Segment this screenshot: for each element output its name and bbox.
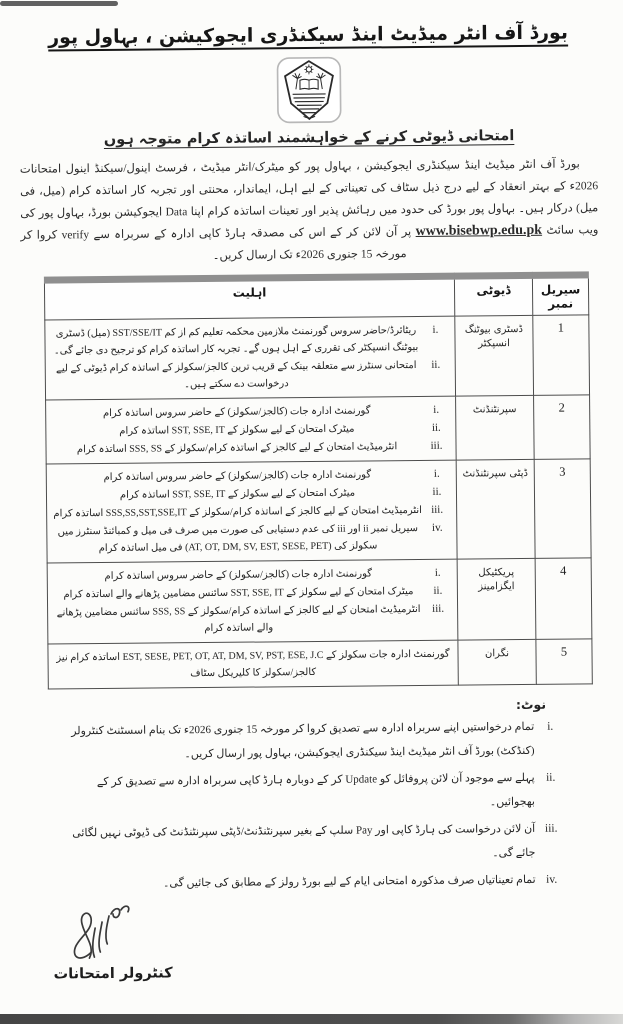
note-number: i. xyxy=(547,720,554,733)
eligibility-text: گورنمنٹ ادارہ جات (کالجز/سکولز) کے حاضر سروس اساتذہ کرام xyxy=(103,469,372,483)
note-item xyxy=(63,868,568,897)
eligibility-text: میٹرک امتحان کے لیے سکولز کے SST, SSE, IT اساتذہ کرام xyxy=(119,423,355,437)
eligibility-cell xyxy=(48,640,458,689)
col-header-serial: سیریل نمبر xyxy=(532,275,588,316)
eligibility-cell xyxy=(47,559,458,644)
serial-number-cell: 4 xyxy=(535,558,592,640)
item-number: ii. xyxy=(431,421,441,434)
serial-number-cell: 3 xyxy=(534,459,591,559)
note-item xyxy=(61,715,566,768)
item-number: i. xyxy=(433,467,440,480)
scan-edge-bar xyxy=(0,1014,623,1024)
notice-subtitle: امتحانی ڈیوٹی کرنے کے خواہشمند اساتذہ کرام متوجہ ہوں xyxy=(103,128,515,148)
table-row xyxy=(46,459,591,563)
col-header-duty: ڈیوٹی xyxy=(454,275,532,316)
duty-table-body xyxy=(45,315,593,689)
duty-name-cell: پریکٹیکل ایگزامینز xyxy=(457,558,536,640)
table-header-row xyxy=(44,275,588,320)
item-number: i. xyxy=(432,323,439,336)
note-number: iv. xyxy=(546,873,558,886)
eligibility-text: امتحانی سنٹرز سے متعلقہ بینک کے قریب ترین کالجز/سکولز کے اساتذہ کرام ڈیوٹی کے لیے درخواست دے سکتے ہیں۔ xyxy=(55,359,417,391)
duty-name-cell: ڈسٹری بیوٹنگ انسپکٹر xyxy=(455,315,534,396)
item-number: iii. xyxy=(430,439,443,452)
board-website-url: www.bisebwp.edu.pk xyxy=(415,222,543,239)
eligibility-text: گورنمنٹ ادارہ جات (کالجز/سکولز) کے حاضر سروس اساتذہ کرام xyxy=(102,405,371,420)
eligibility-text: گورنمنٹ ادارہ جات (کالجز/سکولز) کے حاضر سروس اساتذہ کرام xyxy=(104,568,373,582)
note-text: آن لائن درخواست کی ہارڈ کاپی اور Pay سلپ کے بغیر سپرنٹنڈنٹ/ڈپٹی سپرنٹنڈنٹ کی ڈیوٹی نہیں لگائی جائے گی۔ xyxy=(72,822,536,860)
note-text: پہلے سے موجود آن لائن پروفائل کو Update کر کے دوبارہ ہارڈ کاپی سربراہ ادارہ سے تصدیق کر کے بھجوائیں۔ xyxy=(96,771,536,809)
eligibility-text: میٹرک امتحان کے لیے سکولز کے SST, SSE, IT اساتذہ کرام xyxy=(119,487,356,501)
bise-bahawalpur-logo-icon xyxy=(275,56,342,125)
table-row xyxy=(45,315,590,400)
controller-signature-icon xyxy=(61,902,140,965)
duty-eligibility-table xyxy=(44,271,593,689)
eligibility-cell xyxy=(46,396,457,464)
eligibility-cell xyxy=(46,460,457,563)
item-number: ii. xyxy=(433,584,443,597)
note-text: تمام تعیناتیاں صرف مذکورہ امتحانی ایام کے لیے بورڈ رولز کے مطابق کی جائیں گی۔ xyxy=(162,873,536,890)
note-item xyxy=(62,817,567,870)
eligibility-text: انٹرمیڈیٹ امتحان کے لیے کالجز کے اساتذہ کرام/سکولز کے SSS, SS سائنس مضامین پڑھانے والے اساتذہ کرام xyxy=(56,603,421,635)
table-row xyxy=(48,639,592,689)
serial-number-cell: 5 xyxy=(536,639,592,685)
eligibility-text: انٹرمیڈیٹ امتحان کے لیے کالجز کے اساتذہ کرام/سکولز کے SSS,SS,SST,SSE,IT اساتذہ کرام xyxy=(53,504,422,520)
item-number: i. xyxy=(434,566,441,579)
eligibility-text: انٹرمیڈیٹ امتحان کے لیے کالجز کے اساتذہ کرام/سکولز کے SSS, SS اساتذہ کرام xyxy=(76,441,398,456)
eligibility-item xyxy=(53,520,452,558)
intro-text-1: بورڈ آف انٹر میڈیٹ اینڈ سیکنڈری ایجوکیشن ، بہاول پور کو میٹرک/انٹر میڈیٹ ، فرسٹ اینول/سیکنڈ اینول امتحانات 2026ء کے بہتر انعقاد کے لیے درج ذیل سٹاف کی تعیناتی کے لیے اہل، ایماندار، محنتی اور تجربہ کار اساتذہ کرام (میل، فی میل) درکار ہیں۔ بہاول پور بورڈ کی حدود میں رہائش پذیر اور تعینات اساتذہ کرام اپنا Data ایجوکیشن بورڈ، بہاول پور کی ویب سائٹ xyxy=(19,158,599,237)
board-title: بورڈ آف انٹر میڈیٹ اینڈ سیکنڈری ایجوکیشن ، بہاول پور xyxy=(48,21,569,49)
logo-container xyxy=(0,53,620,131)
item-number: iii. xyxy=(432,602,445,615)
intro-text-2: پر آن لائن کر کے اس کی مصدقہ ہارڈ کاپی ادارہ کے سربراہ سے verify کروا کر مورخہ 15 جنوری 2026ء تک ارسال کریں۔ xyxy=(20,225,416,262)
table-row xyxy=(46,395,591,464)
eligibility-text: گورنمنٹ ادارہ جات سکولز کے EST, SESE, PET, OT, AT, DM, SV, PST, ESE, J.C اساتذہ کرام نیز کالجز/سکولز کا کلیریکل سٹاف xyxy=(56,648,450,680)
signoff-block xyxy=(5,897,623,983)
note-item xyxy=(62,766,567,819)
duty-name-cell: نگران xyxy=(458,639,536,685)
item-number: i. xyxy=(433,403,440,416)
eligibility-item xyxy=(52,357,451,395)
eligibility-text: سیریل نمبر ii اور iii کی عدم دستیابی کی صورت میں صرف فی میل و کمبائنڈ سنٹرز میں سکولز کی (AT, OT, DM, SV, EST, SESE, PET) فی میل اساتذہ کرام xyxy=(57,522,419,555)
eligibility-text: ریٹائرڈ/حاضر سروس گورنمنٹ ملازمین محکمہ تعلیم کم از کم SST/SSE/IT (میل) ڈسٹری بیوٹنگ انسپکٹر کی تقرری کے اہل ہوں گے۔ تجربہ کار اساتذہ کرام کو ترجیح دی جائے گی۔ xyxy=(53,324,419,357)
controller-of-examinations-label: کنٹرولر امتحانات xyxy=(53,965,173,983)
item-number: iv. xyxy=(431,521,443,534)
note-number: iii. xyxy=(544,822,558,835)
notes-list xyxy=(61,715,568,897)
item-number: iii. xyxy=(431,503,444,516)
item-number: ii. xyxy=(432,485,442,498)
item-number: ii. xyxy=(431,358,441,371)
table-row xyxy=(47,558,592,644)
eligibility-cell xyxy=(45,316,456,400)
notes-label: نوٹ: xyxy=(515,696,547,713)
serial-number-cell: 2 xyxy=(534,395,591,460)
duty-name-cell: سپرنٹنڈنٹ xyxy=(456,395,535,460)
eligibility-text: میٹرک امتحان کے لیے سکولز کے SST, SSE, IT سائنس مضامین پڑھانے والے اساتذہ کرام xyxy=(63,586,414,601)
intro-paragraph xyxy=(20,153,599,269)
note-number: ii. xyxy=(546,771,556,784)
eligibility-item xyxy=(51,322,450,360)
eligibility-item xyxy=(52,438,451,459)
serial-number-cell: 1 xyxy=(533,315,590,396)
eligibility-item xyxy=(54,601,453,639)
eligibility-item xyxy=(54,646,453,684)
note-text: تمام درخواستیں اپنے سربراہ ادارہ سے تصدیق کروا کر مورخہ 15 جنوری 2026ء تک بنام اسسٹنٹ کنٹرولر (کنڈکٹ) بورڈ آف انٹر میڈیٹ اینڈ سیکنڈری ایجوکیشن، بہاول پور ارسال کریں۔ xyxy=(71,720,535,761)
col-header-eligibility: اہلیت xyxy=(44,276,454,320)
duty-name-cell: ڈپٹی سپرنٹنڈنٹ xyxy=(456,459,535,559)
